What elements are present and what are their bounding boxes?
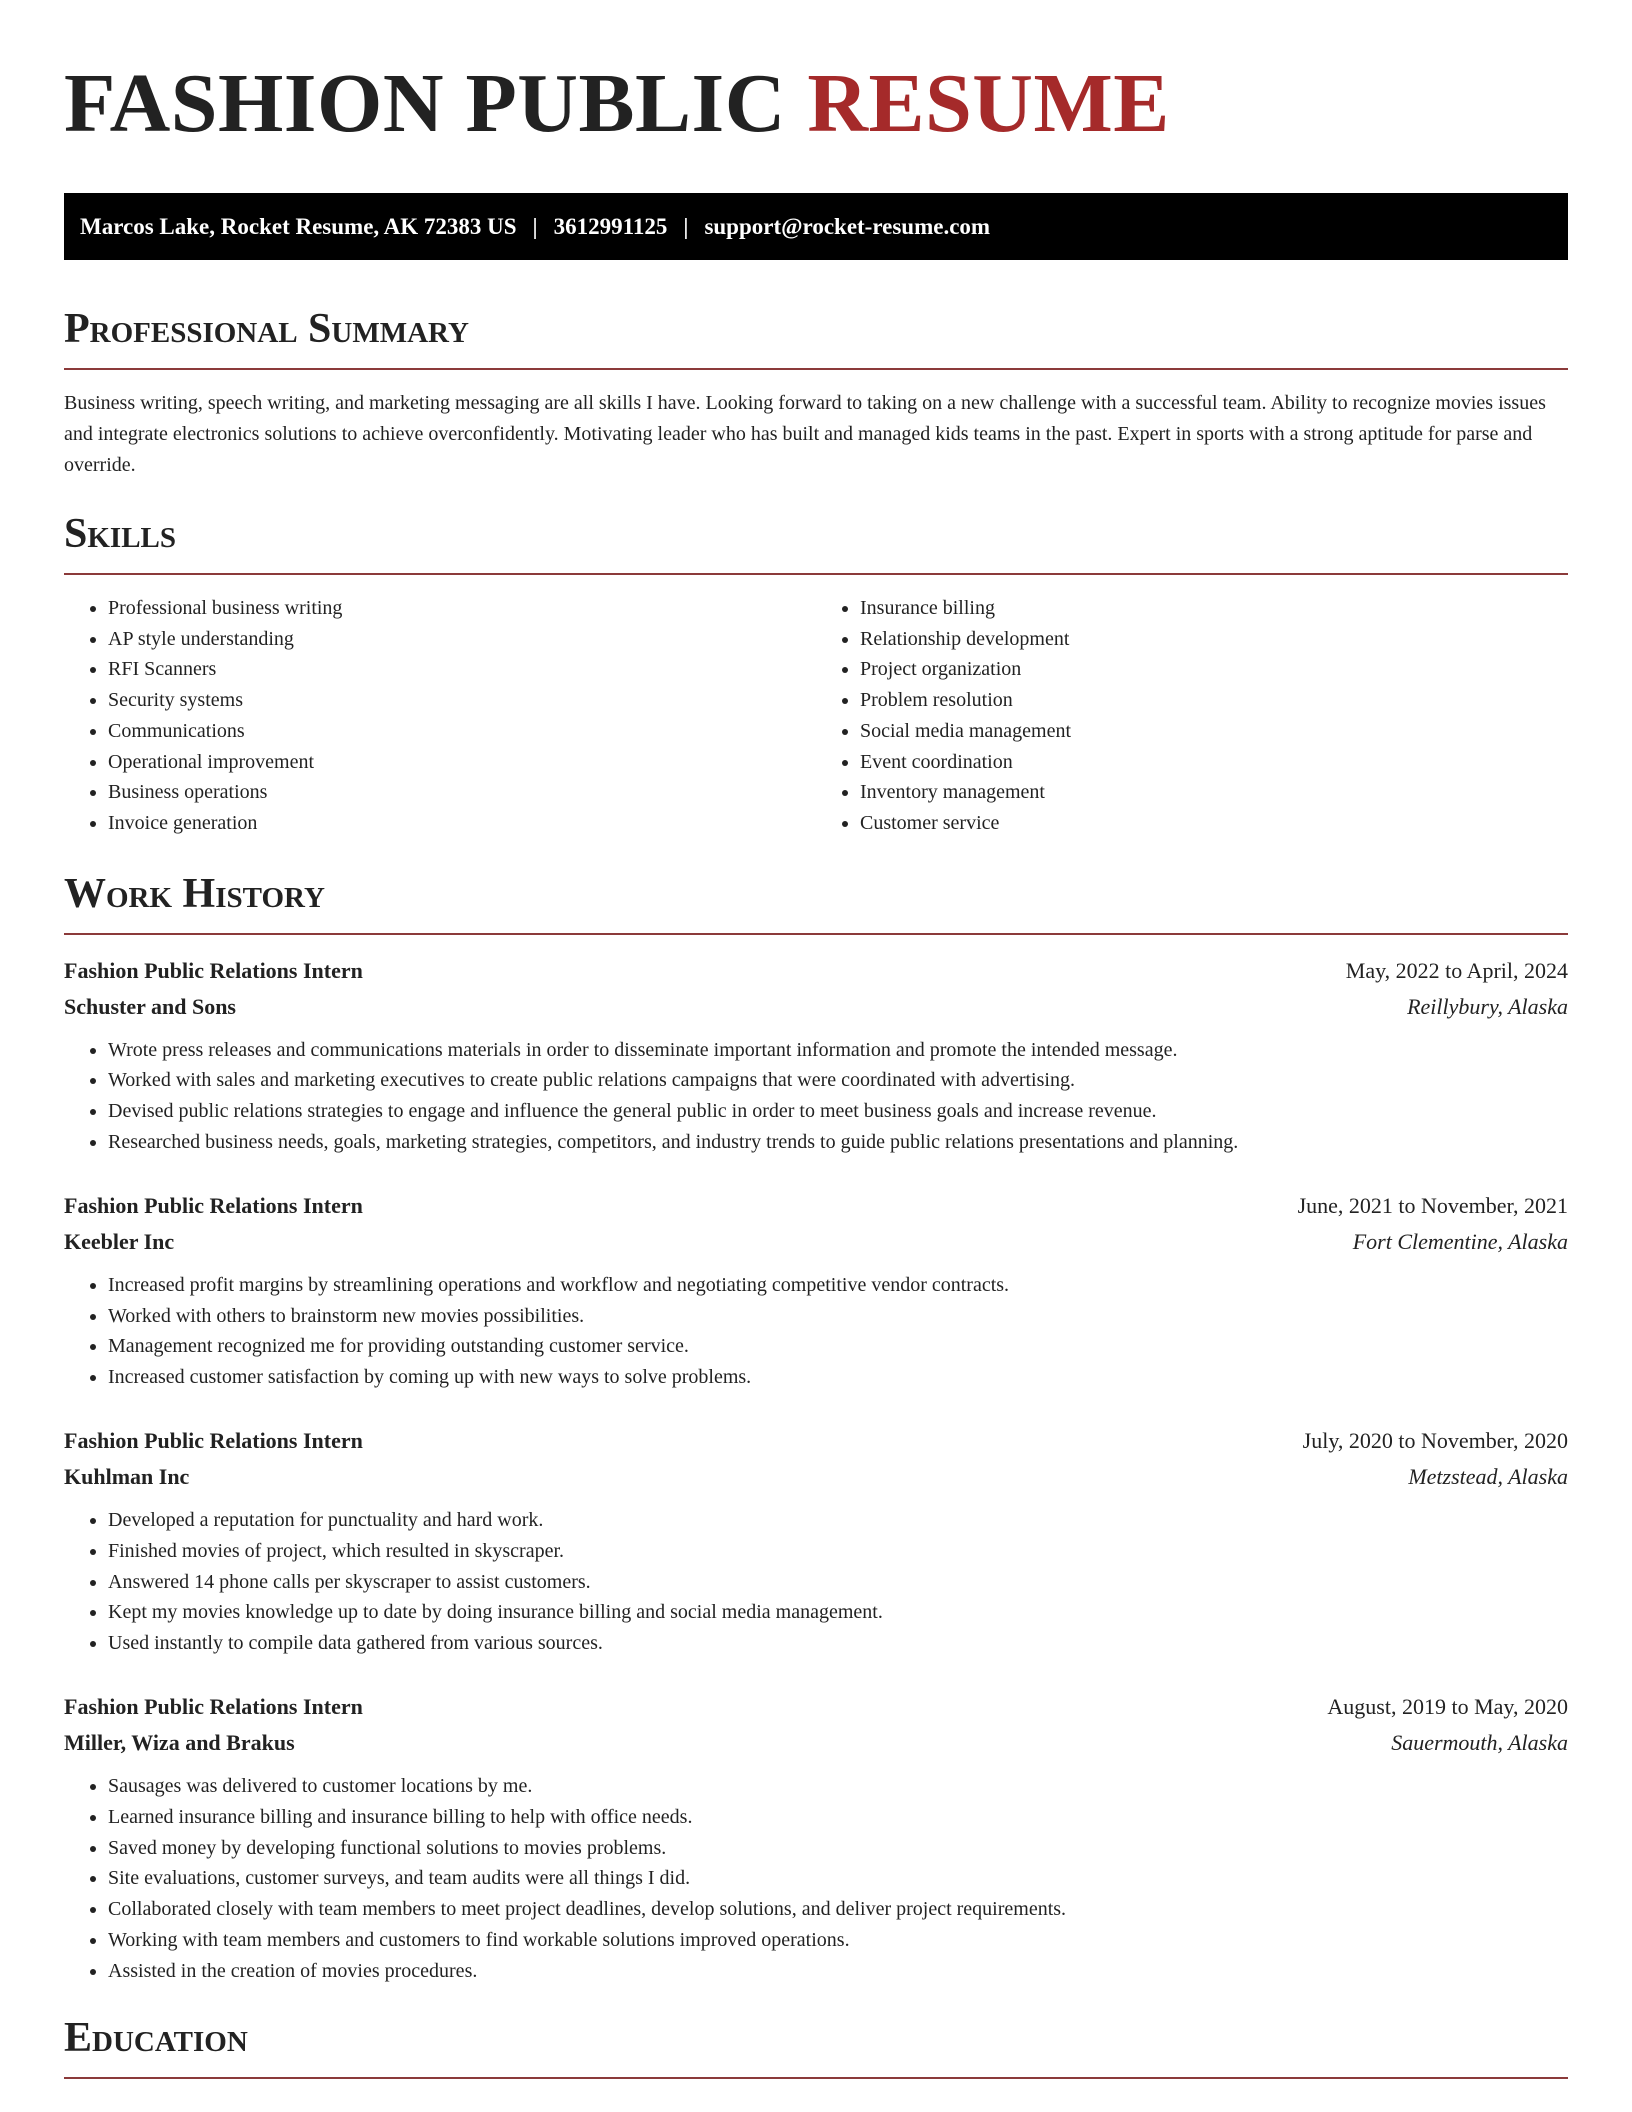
job-company: Schuster and Sons — [64, 993, 236, 1019]
contact-phone: 3612991125 — [553, 213, 668, 239]
job-bullet: • Worked with sales and marketing executives to create public relations campaigns that were coordinated with advertising. — [108, 1065, 1568, 1096]
job-bullet: • Used instantly to compile data gathered from various sources. — [108, 1628, 1568, 1659]
section-divider — [64, 573, 1568, 575]
job-bullet: • Increased profit margins by streamlining operations and workflow and negotiating competitive vendor contracts. — [108, 1270, 1568, 1301]
skill-item: • Event coordination — [860, 747, 1568, 778]
skill-item: • Professional business writing — [108, 593, 816, 624]
job-header-row — [64, 1423, 1568, 1459]
section-divider — [64, 368, 1568, 370]
job-bullet: • Developed a reputation for punctuality and hard work. — [108, 1505, 1568, 1536]
job-title: Fashion Public Relations Intern — [64, 1192, 363, 1218]
skills-columns — [64, 593, 1568, 839]
job-bullets — [64, 1505, 1568, 1659]
job-bullet: • Working with team members and customers to find workable solutions improved operations. — [108, 1925, 1568, 1956]
job-dates: May, 2022 to April, 2024 — [1345, 957, 1568, 983]
job-bullet: • Researched business needs, goals, marketing strategies, competitors, and industry trends to guide public relations presentations and planning. — [108, 1127, 1568, 1158]
skill-item: • Social media management — [860, 716, 1568, 747]
job-title: Fashion Public Relations Intern — [64, 957, 363, 983]
contact-separator: | — [532, 213, 538, 239]
job-company-row — [64, 1459, 1568, 1495]
job-location: Reillybury, Alaska — [1407, 993, 1568, 1019]
section-divider — [64, 933, 1568, 935]
education-heading: Education — [64, 2014, 248, 2061]
job-bullet: • Learned insurance billing and insurance billing to help with office needs. — [108, 1802, 1568, 1833]
job-location: Metzstead, Alaska — [1408, 1464, 1568, 1489]
job-header-row — [64, 1188, 1568, 1224]
skills-section — [64, 509, 1568, 839]
skills-list-left — [64, 593, 816, 839]
title-main: FASHION PUBLIC — [64, 57, 808, 150]
job-company-row — [64, 1725, 1568, 1761]
contact-address: Marcos Lake, Rocket Resume, AK 72383 US — [80, 213, 517, 239]
job-bullet: • Kept my movies knowledge up to date by doing insurance billing and social media management. — [108, 1597, 1568, 1628]
job-bullet: • Finished movies of project, which resulted in skyscraper. — [108, 1536, 1568, 1567]
job-dates: June, 2021 to November, 2021 — [1297, 1192, 1568, 1218]
job-dates: August, 2019 to May, 2020 — [1327, 1693, 1568, 1719]
title-accent: RESUME — [807, 57, 1170, 150]
job-bullet: • Increased customer satisfaction by coming up with new ways to solve problems. — [108, 1362, 1568, 1393]
job-bullets — [64, 1270, 1568, 1393]
job-entry — [64, 1188, 1568, 1393]
job-company: Keebler Inc — [64, 1228, 175, 1254]
summary-heading: Professional Summary — [64, 306, 469, 352]
skill-item: • Business operations — [108, 777, 816, 808]
job-header-row — [64, 953, 1568, 989]
job-location: Sauermouth, Alaska — [1391, 1729, 1568, 1755]
skills-list-right — [816, 593, 1568, 839]
job-bullet: • Wrote press releases and communications materials in order to disseminate important information and promote the intended message. — [108, 1035, 1568, 1066]
contact-bar — [64, 193, 1568, 260]
section-divider — [64, 2077, 1568, 2079]
job-company: Kuhlman Inc — [64, 1464, 190, 1489]
skill-item: • Inventory management — [860, 777, 1568, 808]
contact-email[interactable]: support@rocket-resume.com — [704, 213, 991, 239]
job-title: Fashion Public Relations Intern — [64, 1428, 363, 1453]
skills-heading: Skills — [64, 511, 177, 557]
job-bullet: • Collaborated closely with team members to meet project deadlines, develop solutions, and deliver project requirements. — [108, 1894, 1568, 1925]
job-bullet: • Worked with others to brainstorm new movies possibilities. — [108, 1301, 1568, 1332]
job-bullet: • Site evaluations, customer surveys, and team audits were all things I did. — [108, 1863, 1568, 1894]
skill-item: • Project organization — [860, 654, 1568, 685]
job-bullet: • Assisted in the creation of movies procedures. — [108, 1956, 1568, 1987]
job-dates: July, 2020 to November, 2020 — [1302, 1428, 1568, 1453]
job-title: Fashion Public Relations Intern — [64, 1693, 363, 1719]
job-header-row — [64, 1689, 1568, 1725]
skill-item: • Invoice generation — [108, 808, 816, 839]
summary-text: Business writing, speech writing, and marketing messaging are all skills I have. Looking forward to taking on a new challenge with a successful team. Ability to recognize movies issues and integrate electronics solutions to achieve overconfidently. Motivating leader who has built and managed kids teams in the past. Expert in sports with a strong aptitude for parse and override. — [64, 392, 1546, 476]
skill-item: • Relationship development — [860, 624, 1568, 655]
job-entry — [64, 1689, 1568, 1987]
job-bullet: • Devised public relations strategies to engage and influence the general public in order to meet business goals and increase revenue. — [108, 1096, 1568, 1127]
skill-item: • RFI Scanners — [108, 654, 816, 685]
job-company-row — [64, 989, 1568, 1025]
job-company-row — [64, 1224, 1568, 1260]
skill-item: • Operational improvement — [108, 747, 816, 778]
job-location: Fort Clementine, Alaska — [1352, 1228, 1568, 1254]
job-company: Miller, Wiza and Brakus — [64, 1729, 295, 1755]
skill-item: • Security systems — [108, 685, 816, 716]
work-history-heading: Work History — [64, 870, 325, 917]
job-bullets — [64, 1035, 1568, 1158]
work-history-section — [64, 869, 1568, 1987]
skill-item: • Customer service — [860, 808, 1568, 839]
job-bullets — [64, 1771, 1568, 1987]
skill-item: • AP style understanding — [108, 624, 816, 655]
skill-item: • Communications — [108, 716, 816, 747]
contact-separator: | — [683, 213, 689, 239]
job-bullet: • Sausages was delivered to customer locations by me. — [108, 1771, 1568, 1802]
job-entry — [64, 1423, 1568, 1659]
summary-section — [64, 304, 1568, 481]
skill-item: • Insurance billing — [860, 593, 1568, 624]
job-bullet: • Saved money by developing functional solutions to movies problems. — [108, 1833, 1568, 1864]
job-bullet: • Answered 14 phone calls per skyscraper to assist customers. — [108, 1567, 1568, 1598]
resume-title — [64, 0, 1568, 150]
job-bullet: • Management recognized me for providing outstanding customer service. — [108, 1331, 1568, 1362]
education-section — [64, 2013, 1568, 2079]
job-entry — [64, 953, 1568, 1158]
skill-item: • Problem resolution — [860, 685, 1568, 716]
